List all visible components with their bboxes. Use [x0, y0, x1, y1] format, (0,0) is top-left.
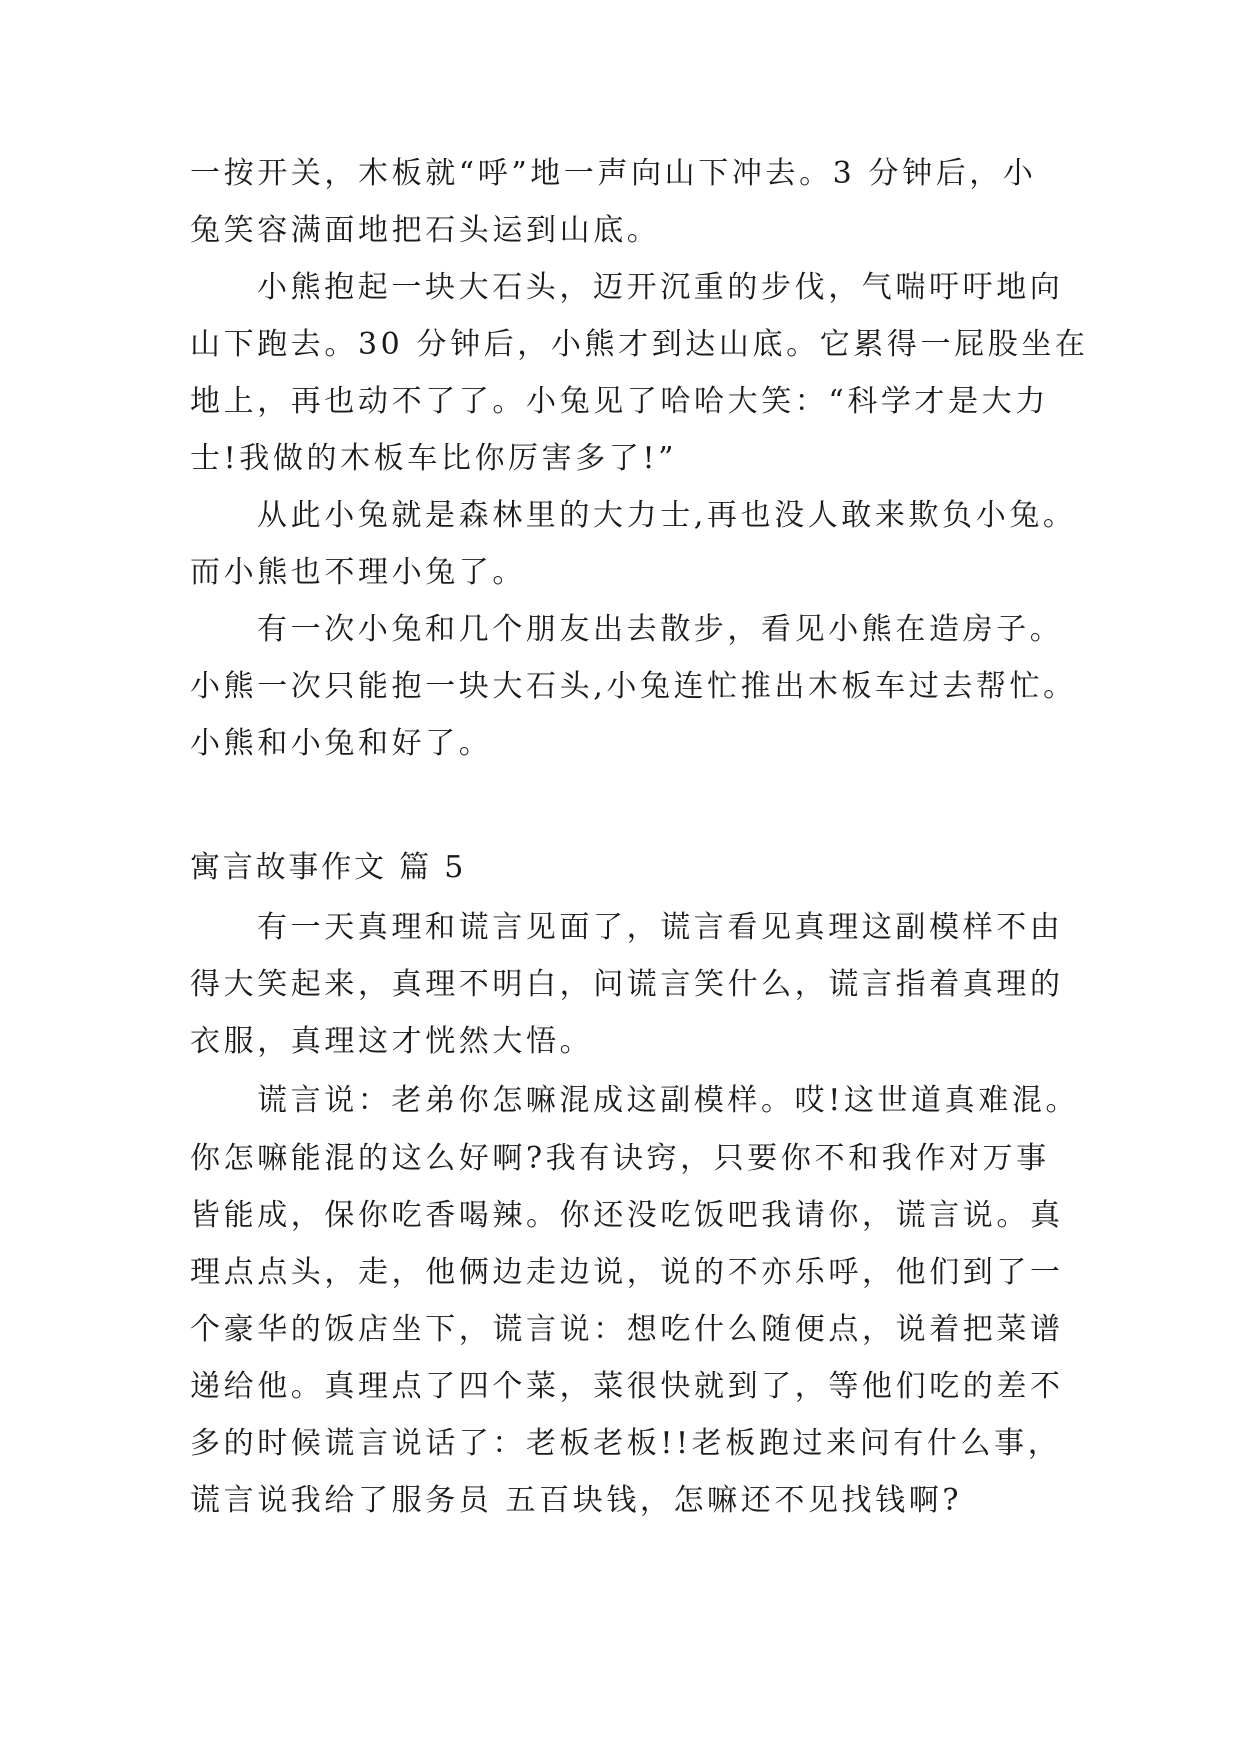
- paragraph-2-line-1: 小熊抱起一块大石头，迈开沉重的步伐，气喘吁吁地向: [257, 270, 1064, 305]
- section-paragraph-2-line-6: 递给他。真理点了四个菜，菜很快就到了，等他们吃的差不: [190, 1369, 1064, 1404]
- paragraph-4-line-1: 有一次小兔和几个朋友出去散步，看见小熊在造房子。: [257, 612, 1064, 647]
- section-paragraph-1-line-1: 有一天真理和谎言见面了，谎言看见真理这副模样不由: [257, 910, 1064, 945]
- paragraph-1-line-2: 兔笑容满面地把石头运到山底。: [190, 213, 661, 248]
- section-paragraph-2-line-7: 多的时候谎言说话了：老板老板!!老板跑过来问有什么事，: [190, 1426, 1062, 1461]
- section-paragraph-2-line-1: 谎言说：老弟你怎嘛混成这副模样。哎!这世道真难混。: [257, 1083, 1080, 1118]
- paragraph-2-line-4: 士!我做的木板车比你厉害多了!”: [190, 441, 678, 476]
- paragraph-2-line-3: 地上，再也动不了了。小兔见了哈哈大笑：“科学才是大力: [190, 384, 1049, 419]
- section-paragraph-1-line-3: 衣服，真理这才恍然大悟。: [190, 1024, 594, 1059]
- section-paragraph-2-line-3: 皆能成，保你吃香喝辣。你还没吃饭吧我请你，谎言说。真: [190, 1198, 1064, 1233]
- paragraph-4-line-2: 小熊一次只能抱一块大石头,小兔连忙推出木板车过去帮忙。: [190, 669, 1077, 704]
- section-paragraph-2-line-2: 你怎嘛能混的这么好啊?我有诀窍，只要你不和我作对万事: [190, 1141, 1050, 1176]
- section-heading: 寓言故事作文 篇 5: [190, 850, 467, 885]
- paragraph-3-line-1: 从此小兔就是森林里的大力士,再也没人敢来欺负小兔。: [257, 498, 1077, 533]
- paragraph-4-line-3: 小熊和小兔和好了。: [190, 726, 493, 761]
- paragraph-1-line-1: 一按开关，木板就“呼”地一声向山下冲去。3 分钟后，小: [190, 156, 1037, 191]
- paragraph-2-line-2: 山下跑去。30 分钟后，小熊才到达山底。它累得一屁股坐在: [190, 327, 1089, 362]
- section-paragraph-1-line-2: 得大笑起来，真理不明白，问谎言笑什么，谎言指着真理的: [190, 967, 1064, 1002]
- section-paragraph-2-line-8: 谎言说我给了服务员 五百块钱，怎嘛还不见找钱啊?: [190, 1483, 963, 1518]
- section-paragraph-2-line-4: 理点点头，走，他俩边走边说，说的不亦乐呼，他们到了一: [190, 1255, 1064, 1290]
- section-paragraph-2-line-5: 个豪华的饭店坐下，谎言说：想吃什么随便点，说着把菜谱: [190, 1312, 1064, 1347]
- paragraph-3-line-2: 而小熊也不理小兔了。: [190, 555, 526, 590]
